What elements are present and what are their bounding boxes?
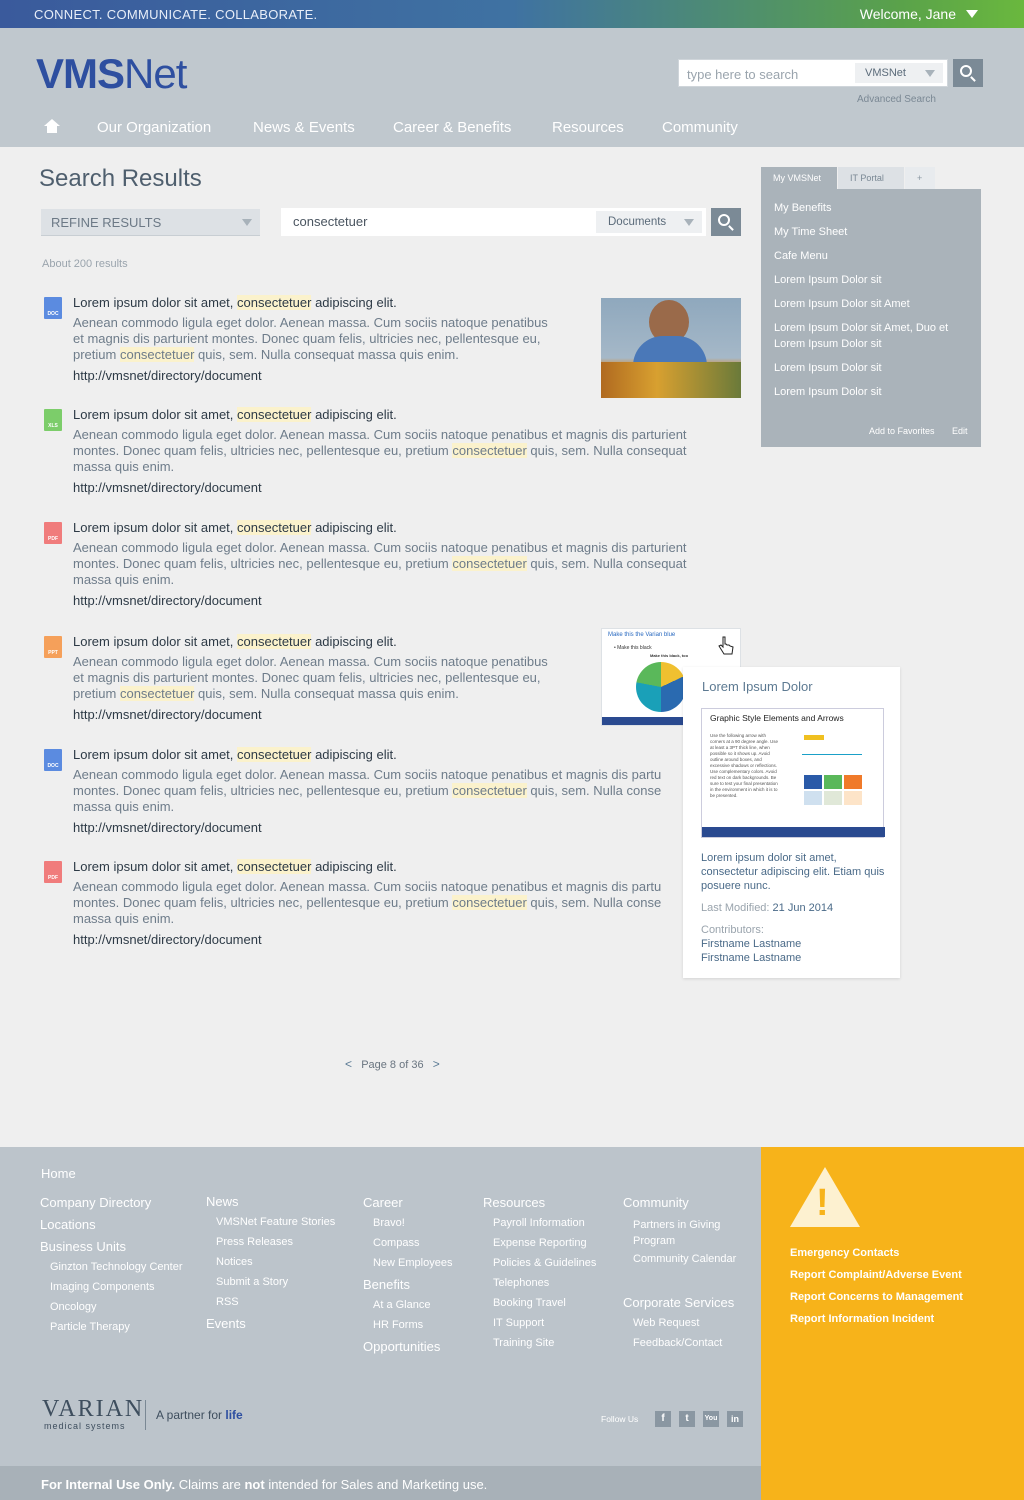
welcome-user-menu[interactable]: Welcome, Jane [859, 6, 956, 22]
sidebar-link[interactable]: Lorem Ipsum Dolor sit [774, 362, 882, 374]
emergency-contacts-link[interactable]: Emergency Contacts [790, 1247, 900, 1259]
result-count: About 200 results [42, 258, 128, 270]
tagline: CONNECT. COMMUNICATE. COLLABORATE. [34, 7, 318, 22]
popover-title: Lorem Ipsum Dolor [702, 679, 813, 694]
query-scope-select[interactable]: Documents [596, 211, 702, 233]
doc-file-icon: DOC [44, 297, 62, 319]
footer-sublink[interactable]: Submit a Story [216, 1276, 289, 1288]
footer-link[interactable]: Benefits [363, 1277, 410, 1292]
footer-link[interactable]: Career [363, 1195, 403, 1210]
footer-link[interactable]: Opportunities [363, 1339, 441, 1354]
contributors-label: Contributors: [701, 924, 764, 936]
nav-career-benefits[interactable]: Career & Benefits [393, 119, 512, 136]
varian-logo[interactable]: VARIAN [42, 1396, 145, 1422]
footer-sublink[interactable]: Web Request [633, 1317, 700, 1329]
brand-tagline: A partner for life [156, 1408, 243, 1422]
footer-link[interactable]: Locations [40, 1217, 96, 1232]
chevron-down-icon [242, 219, 252, 226]
my-vmsnet-widget [761, 167, 981, 447]
header-search-button[interactable] [953, 59, 983, 87]
report-incident-link[interactable]: Report Information Incident [790, 1313, 935, 1325]
nav-resources[interactable]: Resources [552, 119, 624, 136]
follow-us-label: Follow Us [601, 1414, 639, 1424]
footer-sublink[interactable]: Policies & Guidelines [493, 1257, 597, 1269]
sidebar-link-cafe-menu[interactable]: Cafe Menu [774, 250, 828, 262]
main-nav [0, 110, 1024, 147]
footer-sublink[interactable]: IT Support [493, 1317, 545, 1329]
footer-sublink[interactable]: Booking Travel [493, 1297, 566, 1309]
sidebar-link-time-sheet[interactable]: My Time Sheet [774, 226, 848, 238]
popover-description: Lorem ipsum dolor sit amet, consectetur adipiscing elit. Etiam quis posuere nunc. [701, 852, 885, 892]
footer-sublink[interactable]: At a Glance [373, 1299, 431, 1311]
result-url[interactable]: http://vmsnet/directory/document [73, 368, 262, 383]
result-description: Aenean commodo ligula eget dolor. Aenean massa. Cum sociis natoque penatibus et magnis dis parturient montes. Donec quam felis, ultricies nec, pellentesque eu, pretium consectetuer quis, sem. Nulla consequat massa quis enim. [73, 427, 687, 474]
top-bar [0, 0, 1024, 28]
footer-sublink[interactable]: Partners in Giving Program [633, 1219, 721, 1247]
search-placeholder: type here to search [687, 67, 799, 82]
footer-sublink[interactable]: Imaging Components [50, 1281, 155, 1293]
footer-link[interactable]: Company Directory [40, 1195, 152, 1210]
footer-link[interactable]: News [206, 1194, 239, 1209]
result-url[interactable]: http://vmsnet/directory/document [73, 707, 262, 722]
doc-file-icon: DOC [44, 749, 62, 771]
vmsnet-logo[interactable]: VMSNet [36, 50, 187, 97]
sidebar-link[interactable]: Lorem Ipsum Dolor sit [774, 386, 882, 398]
divider [145, 1400, 146, 1430]
add-tab-button[interactable]: + [905, 167, 935, 189]
chevron-down-icon [684, 219, 694, 226]
nav-news-events[interactable]: News & Events [253, 119, 355, 136]
footer-sublink[interactable]: VMSNet Feature Stories [216, 1216, 336, 1228]
search-icon [718, 214, 730, 226]
result-url[interactable]: http://vmsnet/directory/document [73, 593, 262, 608]
result-url[interactable]: http://vmsnet/directory/document [73, 932, 262, 947]
result-description: Aenean commodo ligula eget dolor. Aenean massa. Cum sociis natoque penatibus et magnis dis parturient montes. Donec quam felis, ultricies nec, pellentesque eu, pretium consectetuer quis, sem. Nulla consequat massa quis enim. [73, 540, 687, 587]
footer-sublink[interactable]: Expense Reporting [493, 1237, 587, 1249]
advanced-search-link[interactable]: Advanced Search [857, 94, 936, 105]
query-search-button[interactable] [711, 208, 741, 236]
home-icon[interactable] [45, 119, 59, 133]
result-description: Aenean commodo ligula eget dolor. Aenean massa. Cum sociis natoque penatibus et magnis dis partu montes. Donec quam felis, ultricies nec, pellentesque eu, pretium consectetuer quis, sem. Nulla conse massa quis enim. [73, 767, 662, 814]
footer-sublink[interactable]: Community Calendar [633, 1253, 737, 1265]
header [0, 28, 1024, 147]
footer-sublink[interactable]: Press Releases [216, 1236, 294, 1248]
footer-home-link[interactable]: Home [41, 1166, 76, 1181]
tab-it-portal[interactable]: IT Portal [838, 167, 904, 189]
result-title[interactable]: Lorem ipsum dolor sit amet, consectetuer adipiscing elit. [73, 295, 397, 310]
popover-slide-preview[interactable]: Graphic Style Elements and Arrows Use the following arrow with corners at a 90 degree angle. Use at least a 3PT thick line, when possible so it shows up. Avoid outline around boxes, and excessive shadows or reflections. Use complementary colors. Avoid red text on dark backgrounds. Be sure to test your final presentation in the environment in which it is to be presented. [701, 708, 884, 838]
footer-link[interactable]: Corporate Services [623, 1295, 735, 1310]
sidebar-link[interactable]: Lorem Ipsum Dolor sit Amet [774, 298, 910, 310]
youtube-icon[interactable]: You [703, 1411, 719, 1427]
result-title[interactable]: Lorem ipsum dolor sit amet, consectetuer adipiscing elit. [73, 634, 397, 649]
result-url[interactable]: http://vmsnet/directory/document [73, 480, 262, 495]
footer-sublink[interactable]: Training Site [493, 1337, 555, 1349]
refine-results-dropdown[interactable]: REFINE RESULTS [41, 209, 260, 236]
footer-sublink[interactable]: Compass [373, 1237, 420, 1249]
footer-sublink[interactable]: HR Forms [373, 1319, 424, 1331]
next-page-button[interactable]: > [432, 1057, 440, 1071]
footer-sublink[interactable]: Bravo! [373, 1217, 405, 1229]
footer-link[interactable]: Resources [483, 1195, 546, 1210]
contributor-name[interactable]: Firstname Lastname [701, 952, 802, 964]
result-url[interactable]: http://vmsnet/directory/document [73, 820, 262, 835]
chevron-down-icon [925, 70, 935, 77]
result-title[interactable]: Lorem ipsum dolor sit amet, consectetuer adipiscing elit. [73, 747, 397, 762]
footer-sublink[interactable]: New Employees [373, 1257, 453, 1269]
footer-sublink[interactable]: Feedback/Contact [633, 1337, 723, 1349]
incident-reporting-panel: ! Emergency Contacts Report Complaint/Adverse Event Report Concerns to Management Report Information Incident [761, 1147, 1024, 1500]
chevron-down-icon[interactable] [966, 10, 978, 18]
footer-sublink[interactable]: Particle Therapy [50, 1321, 130, 1333]
facebook-icon[interactable]: f [655, 1411, 671, 1427]
pagination [345, 1057, 440, 1071]
footer-link[interactable]: Community [623, 1195, 689, 1210]
search-scope-select[interactable]: VMSNet [855, 63, 943, 83]
pdf-file-icon: PDF [44, 522, 62, 544]
sidebar-link[interactable]: Lorem Ipsum Dolor sit Amet, Duo et Lorem Ipsum Dolor sit [774, 322, 949, 350]
add-to-favorites-link[interactable]: Add to Favorites [869, 426, 935, 436]
footer-sublink[interactable]: Telephones [493, 1277, 550, 1289]
result-description: Aenean commodo ligula eget dolor. Aenean massa. Cum sociis natoque penatibus et magnis dis partu montes. Donec quam felis, ultricies nec, pellentesque eu, pretium consectetuer quis, sem. Nulla conse massa quis enim. [73, 879, 662, 926]
edit-link[interactable]: Edit [952, 426, 968, 436]
document-preview-popover [683, 667, 900, 978]
sidebar-link[interactable]: Lorem Ipsum Dolor sit [774, 274, 882, 286]
footer-link[interactable]: Events [206, 1316, 246, 1331]
footer-sublink[interactable]: Notices [216, 1256, 253, 1268]
query-input[interactable] [281, 208, 706, 236]
footer-sublink[interactable]: Oncology [50, 1301, 97, 1313]
result-title[interactable]: Lorem ipsum dolor sit amet, consectetuer adipiscing elit. [73, 520, 397, 535]
footer-sublink[interactable]: Ginzton Technology Center [50, 1261, 183, 1273]
linkedin-icon[interactable]: in [727, 1411, 743, 1427]
result-description: Aenean commodo ligula eget dolor. Aenean massa. Cum sociis natoque penatibus et magnis dis parturient montes. Donec quam felis, ultricies nec, pellentesque eu, pretium consectetuer quis, sem. Nulla consequat massa quis enim. [73, 654, 548, 701]
footer-sublink[interactable]: Payroll Information [493, 1217, 585, 1229]
page-title: Search Results [39, 165, 202, 192]
report-concerns-link[interactable]: Report Concerns to Management [790, 1291, 963, 1303]
xls-file-icon: XLS [44, 409, 62, 431]
footer [0, 1147, 761, 1500]
prev-page-button[interactable]: < [345, 1057, 353, 1071]
header-search-input[interactable] [678, 59, 948, 87]
report-complaint-link[interactable]: Report Complaint/Adverse Event [790, 1269, 962, 1281]
result-thumbnail-slide[interactable]: Make this the Varian blue • Make this black Make this black, too [601, 628, 741, 726]
page-indicator: Page 8 of 36 [361, 1059, 424, 1071]
twitter-icon[interactable]: t [679, 1411, 695, 1427]
footer-link[interactable]: Business Units [40, 1239, 126, 1254]
contributor-name[interactable]: Firstname Lastname [701, 938, 802, 950]
sidebar-link-my-benefits[interactable]: My Benefits [774, 202, 832, 214]
nav-our-organization[interactable]: Our Organization [97, 119, 212, 136]
result-title[interactable]: Lorem ipsum dolor sit amet, consectetuer adipiscing elit. [73, 407, 397, 422]
last-modified: Last Modified: 21 Jun 2014 [701, 902, 834, 914]
result-thumbnail-photo[interactable] [601, 298, 741, 398]
search-icon [960, 65, 972, 77]
varian-logo-sub: medical systems [44, 1421, 126, 1431]
legal-notice: For Internal Use Only. Claims are not intended for Sales and Marketing use. [0, 1466, 761, 1500]
tab-my-vmsnet[interactable]: My VMSNet [761, 167, 837, 189]
ppt-file-icon: PPT [44, 636, 62, 658]
result-title[interactable]: Lorem ipsum dolor sit amet, consectetuer adipiscing elit. [73, 859, 397, 874]
pie-chart-thumbnail [636, 662, 686, 712]
result-description: Aenean commodo ligula eget dolor. Aenean massa. Cum sociis natoque penatibus et magnis dis parturient montes. Donec quam felis, ultricies nec, pellentesque eu, pretium consectetuer quis, sem. Nulla consequat massa quis enim. [73, 315, 548, 362]
hand-cursor-icon [717, 635, 735, 657]
query-value: consectetuer [293, 214, 368, 229]
footer-sublink[interactable]: RSS [216, 1296, 239, 1308]
pdf-file-icon: PDF [44, 861, 62, 883]
nav-community[interactable]: Community [662, 119, 738, 136]
